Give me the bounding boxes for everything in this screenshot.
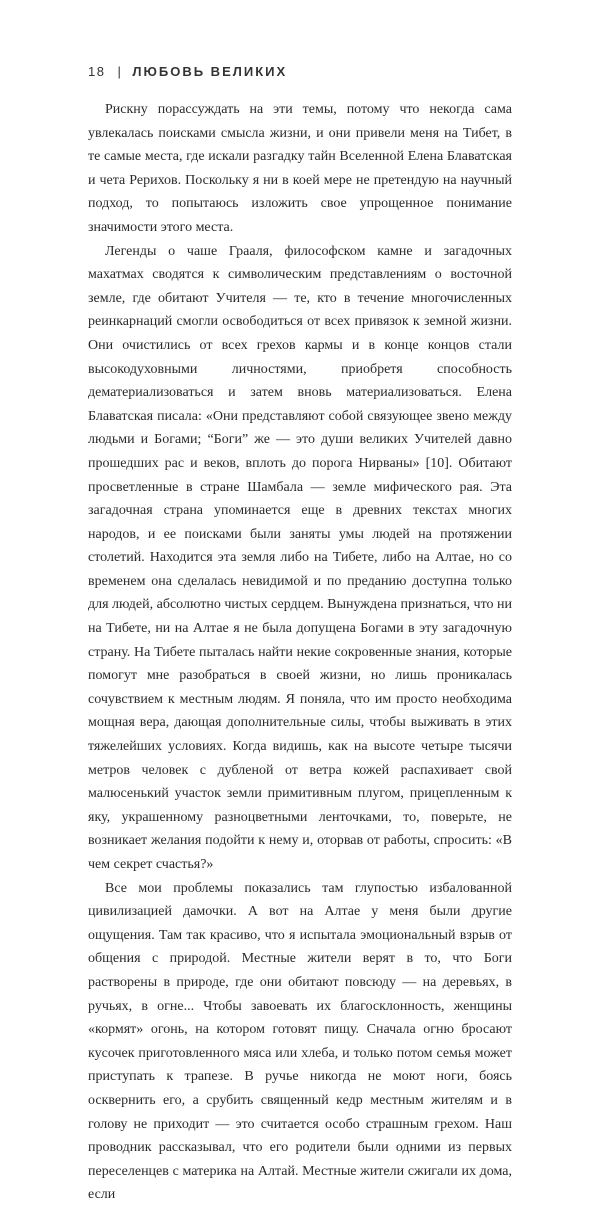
running-title: ЛЮБОВЬ ВЕЛИКИХ [132, 64, 288, 79]
paragraph: Легенды о чаше Грааля, философском камне и загадочных махатмах сводятся к символическим представлениям о восточной земле, где обитают Учителя — те, кто в течение многочисленных реинкарнаций смогли освободиться от всех привязок к земной жизни. Они очистились от всех грехов кармы и в конце концов стали высокодуховными личностями, приобретя способность дематериализоваться и затем вновь материализоваться. Елена Блаватская писала: «Они представляют собой связующее звено между людьми и Богами; “Боги” же — это души великих Учителей давно прошедших рас и веков, вплоть до порога Нирваны» [10]. Обитают просветленные в стране Шамбала — земле мифического рая. Эта загадочная страна упоминается еще в древних текстах многих народов, и ее поисками были заняты умы людей на протяжении столетий. Находится эта земля либо на Тибете, либо на Алтае, но со временем она сделалась невидимой и по преданию доступна только для людей, абсолютно чистых сердцем. Вынуждена признаться, что ни на Тибете, ни на Алтае я не была допущена Богами в эту загадочную страну. На Тибете пыталась найти некие сокровенные знания, которые помогут мне разобраться в своей жизни, но лишь проникалась сочувствием к местным людям. Я поняла, что им просто необходима мощная вера, дающая дополнительные силы, чтобы выживать в этих тяжелейших условиях. Когда видишь, как на высоте четыре тысячи метров человек с дубленой от ветра кожей распахивает свой малюсенький участок земли примитивным плугом, прицепленным к яку, украшенному разноцветными ленточками, то, поверьте, не возникает желания подойти к нему и, оторвав от работы, спросить: «В чем секрет счастья?» [88, 243, 512, 872]
header-separator: | [117, 64, 123, 79]
body-text [88, 98, 512, 1207]
paragraph: Все мои проблемы показались там глупостью избалованной цивилизацией дамочки. А вот на Алтае у меня были другие ощущения. Там так красиво, что я испытала эмоциональный взрыв от общения с природой. Местные жители верят в то, что Боги растворены в природе, где они обитают повсюду — на деревьях, в ручьях, в огне... Чтобы завоевать их благосклонность, женщины «кормят» огонь, на котором готовят пищу. Сначала огню бросают кусочек приготовленного мяса или хлеба, и только потом семья может приступать к трапезе. В ручье никогда не моют ноги, боясь осквернить его, а срубить священный кедр местным жителям и в голову не приходит — это считается особо страшным грехом. Наш проводник рассказывал, что его родители были одними из первых переселенцев с материка на Алтай. Местные жители сжигали их дома, если [88, 880, 512, 1203]
page-number: 18 [88, 64, 106, 79]
running-header [88, 64, 287, 79]
paragraph: Рискну порассуждать на эти темы, потому что некогда сама увлекалась поисками смысла жизни, и они привели меня на Тибет, в те самые места, где искали разгадку тайн Вселенной Елена Блаватская и чета Рерихов. Поскольку я ни в коей мере не претендую на научный подход, то попытаюсь изложить свое упрощенное понимание значимости этого места. [88, 102, 512, 235]
